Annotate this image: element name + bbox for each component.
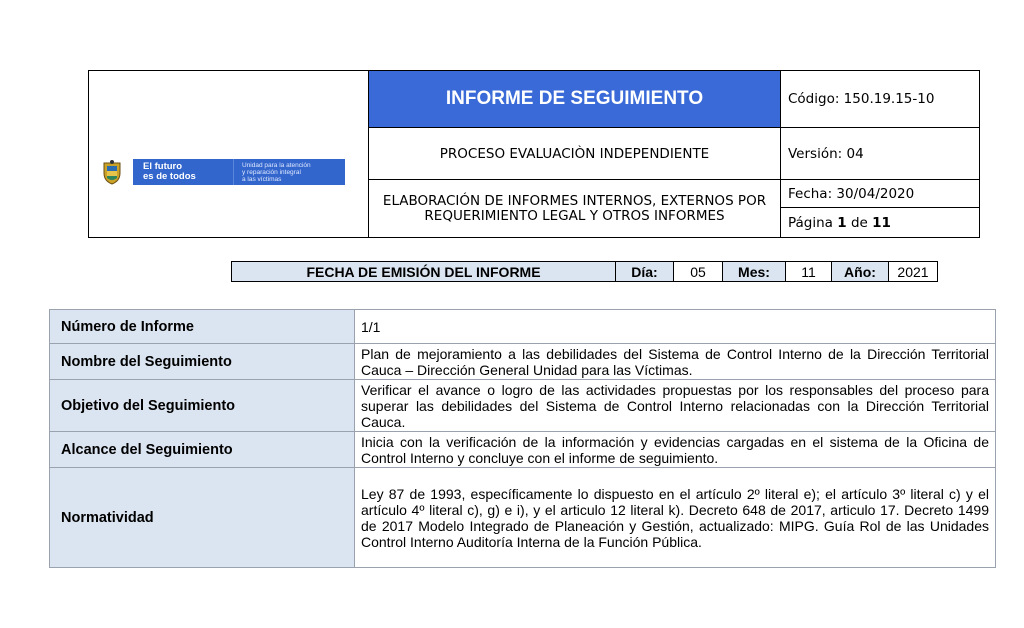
logo-cell — [89, 71, 369, 238]
code-field: Código: 150.19.15-10 — [781, 71, 980, 128]
institution-logo — [99, 159, 345, 185]
unit-name: Unidad para la atención y reparación integral a las víctimas — [233, 159, 345, 185]
emission-date-label: FECHA DE EMISIÓN DEL INFORME — [232, 262, 616, 282]
day-value: 05 — [674, 262, 723, 282]
row-value: Ley 87 de 1993, específicamente lo dispuesto en el artículo 2º literal e); el artículo 3º literal c) y el artículo 4º literal c), g) e i), y el articulo 12 literal k). Decreto 648 de 2017, articulo 17. Decreto 1499 de 2017 Modelo Integrado de Planeación y Gestión, actualizado: MIPG. Guía Rol de las Unidades Control Interno Auditoría Interna de la Función Pública. — [355, 468, 996, 568]
table-row — [50, 380, 996, 432]
row-label: Normatividad — [50, 468, 355, 568]
row-value: 1/1 — [355, 310, 996, 344]
year-value: 2021 — [889, 262, 938, 282]
process-name: PROCESO EVALUACIÒN INDEPENDIENTE — [369, 128, 781, 180]
version-field: Versión: 04 — [781, 128, 980, 180]
row-label: Objetivo del Seguimiento — [50, 380, 355, 432]
month-label: Mes: — [723, 262, 786, 282]
row-label: Número de Informe — [50, 310, 355, 344]
table-row — [50, 344, 996, 380]
year-label: Año: — [832, 262, 889, 282]
date-field: Fecha: 30/04/2020 — [781, 180, 980, 208]
page-total: 11 — [872, 214, 891, 231]
table-row — [50, 310, 996, 344]
coat-of-arms-icon — [99, 159, 125, 185]
procedure-name: ELABORACIÓN DE INFORMES INTERNOS, EXTERNOS POR REQUERIMIENTO LEGAL Y OTROS INFORMES — [369, 180, 781, 238]
row-value: Plan de mejoramiento a las debilidades del Sistema de Control Interno de la Dirección Territorial Cauca – Dirección General Unidad para las Víctimas. — [355, 344, 996, 380]
document-title: INFORME DE SEGUIMIENTO — [369, 71, 781, 128]
row-value: Verificar el avance o logro de las actividades propuestas por los responsables del proceso para superar las debilidades del Sistema de Control Interno relacionadas con la Dirección Territorial Cauca. — [355, 380, 996, 432]
page-current: 1 — [837, 214, 847, 231]
row-label: Alcance del Seguimiento — [50, 432, 355, 468]
month-value: 11 — [786, 262, 832, 282]
day-label: Día: — [616, 262, 674, 282]
row-value: Inicia con la verificación de la información y evidencias cargadas en el sistema de la Oficina de Control Interno y concluye con el informe de seguimiento. — [355, 432, 996, 468]
emission-date-bar — [231, 261, 938, 282]
page-field: Página 1 de 11 — [781, 208, 980, 238]
row-label: Nombre del Seguimiento — [50, 344, 355, 380]
document-header — [88, 70, 980, 238]
table-row — [50, 432, 996, 468]
government-slogan: El futuro es de todos — [133, 159, 233, 185]
report-info-table — [49, 309, 996, 568]
table-row — [50, 468, 996, 568]
